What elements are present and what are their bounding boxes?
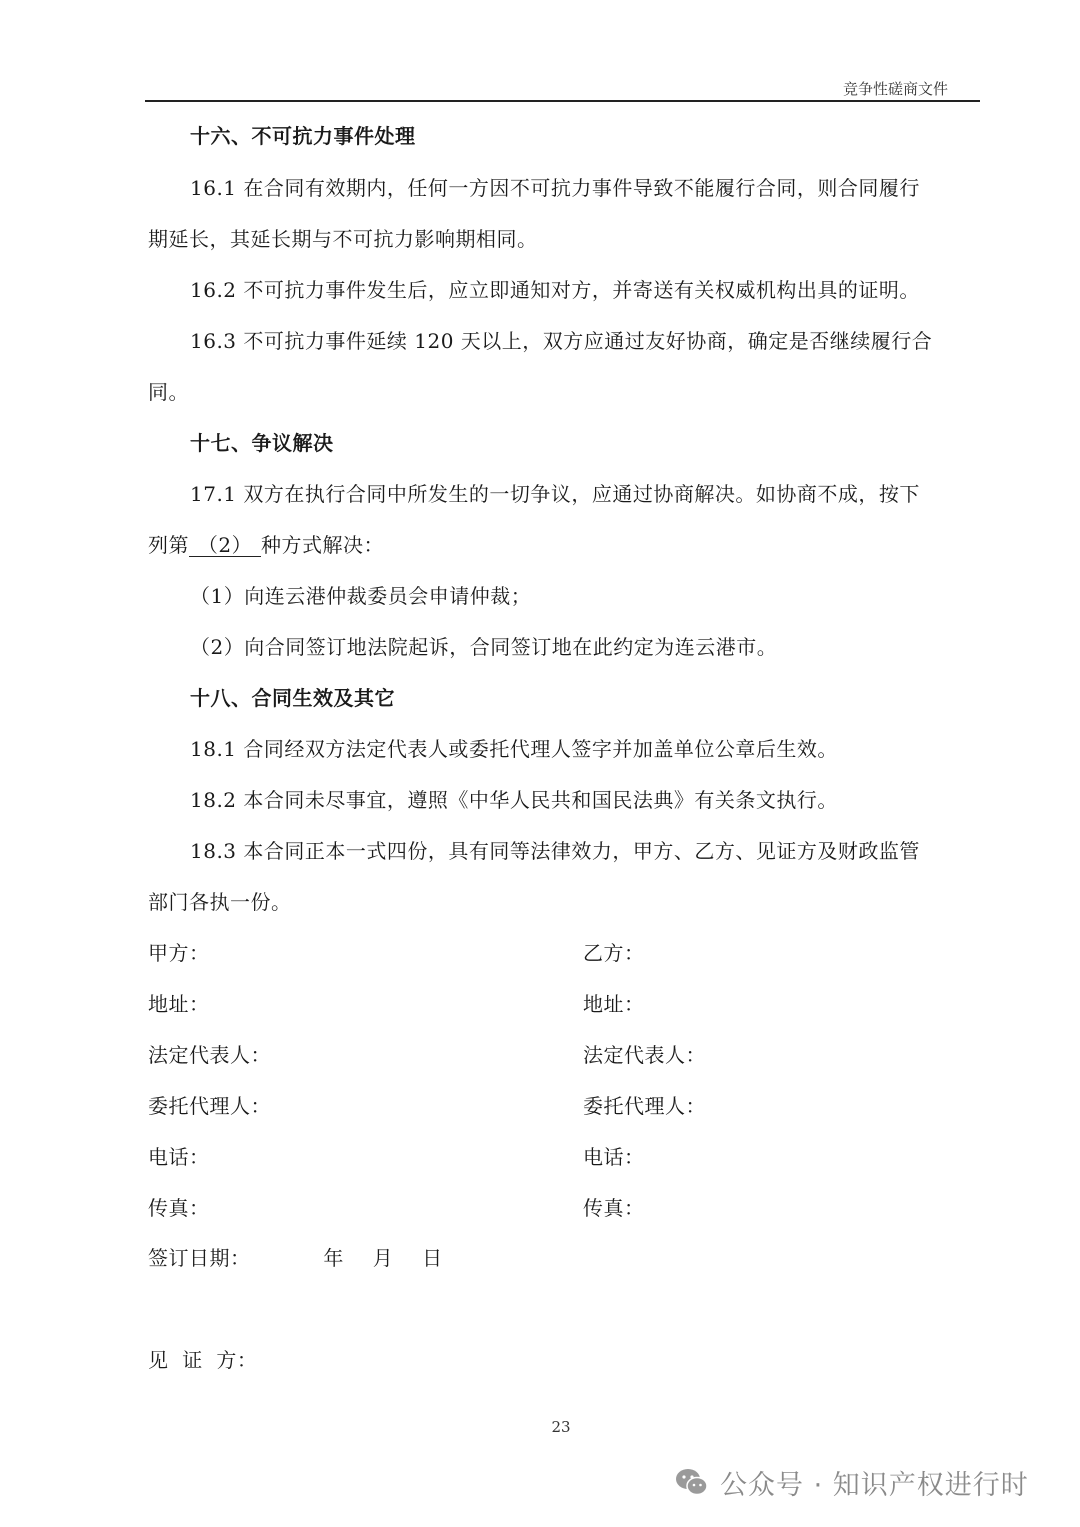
clause-16-3-line1: 16.3 不可抗力事件延续 120 天以上，双方应通过友好协商，确定是否继续履行合: [190, 329, 933, 353]
page-number: 23: [551, 1418, 571, 1436]
party-a-agent-label: 委托代理人：: [148, 1094, 271, 1118]
clause-16-2: 16.2 不可抗力事件发生后，应立即通知对方，并寄送有关权威机构出具的证明。: [190, 278, 920, 302]
dispute-option-2: （2）向合同签订地法院起诉，合同签订地在此约定为连云港市。: [190, 635, 778, 659]
party-a-fax-label: 传真：: [148, 1196, 210, 1220]
date-day: 日: [422, 1246, 443, 1270]
party-a-legal-rep-label: 法定代表人：: [148, 1043, 271, 1067]
dispute-option-1: （1）向连云港仲裁委员会申请仲裁；: [190, 584, 532, 608]
clause-16-3-line2: 同。: [148, 380, 189, 404]
section18-heading: 十八、合同生效及其它: [190, 686, 395, 710]
dispute-method-blank: （2）: [189, 534, 261, 557]
clause-18-3-line1: 18.3 本合同正本一式四份，具有同等法律效力，甲方、乙方、见证方及财政监管: [190, 839, 920, 863]
date-year: 年: [323, 1246, 344, 1270]
party-b-label: 乙方：: [583, 941, 645, 965]
party-b-fax-label: 传真：: [583, 1196, 645, 1220]
wechat-icon: [672, 1462, 712, 1502]
header-divider: [145, 100, 980, 102]
party-b-address-label: 地址：: [583, 992, 645, 1016]
watermark: [672, 1462, 1029, 1502]
party-b-legal-rep-label: 法定代表人：: [583, 1043, 706, 1067]
party-b-agent-label: 委托代理人：: [583, 1094, 706, 1118]
section16-heading: 十六、不可抗力事件处理: [190, 124, 416, 148]
party-a-address-label: 地址：: [148, 992, 210, 1016]
clause-16-1-line2: 期延长，其延长期与不可抗力影响期相同。: [148, 227, 538, 251]
witness-label: 见 证 方：: [148, 1348, 258, 1372]
clause-18-2: 18.2 本合同未尽事宜，遵照《中华人民共和国民法典》有关条文执行。: [190, 788, 838, 812]
clause-18-3-line2: 部门各执一份。: [148, 890, 292, 914]
header-title: 竞争性磋商文件: [842, 80, 948, 98]
party-a-label: 甲方：: [148, 941, 210, 965]
signing-date-label: 签订日期：: [148, 1246, 251, 1270]
section17-heading: 十七、争议解决: [190, 431, 334, 455]
party-a-phone-label: 电话：: [148, 1145, 210, 1169]
clause-18-1: 18.1 合同经双方法定代表人或委托代理人签字并加盖单位公章后生效。: [190, 737, 838, 761]
clause-17-1-prefix: 列第: [148, 533, 189, 557]
signing-date-row: [148, 1242, 443, 1271]
watermark-text: 公众号 · 知识产权进行时: [720, 1469, 1029, 1501]
clause-17-1-suffix: 种方式解决：: [261, 533, 384, 557]
clause-16-1-line1: 16.1 在合同有效期内，任何一方因不可抗力事件导致不能履行合同，则合同履行: [190, 176, 920, 200]
date-month: 月: [372, 1246, 394, 1270]
clause-17-1-line1: 17.1 双方在执行合同中所发生的一切争议，应通过协商解决。如协商不成，按下: [190, 482, 920, 506]
clause-17-1-line2: [148, 529, 384, 558]
party-b-phone-label: 电话：: [583, 1145, 645, 1169]
